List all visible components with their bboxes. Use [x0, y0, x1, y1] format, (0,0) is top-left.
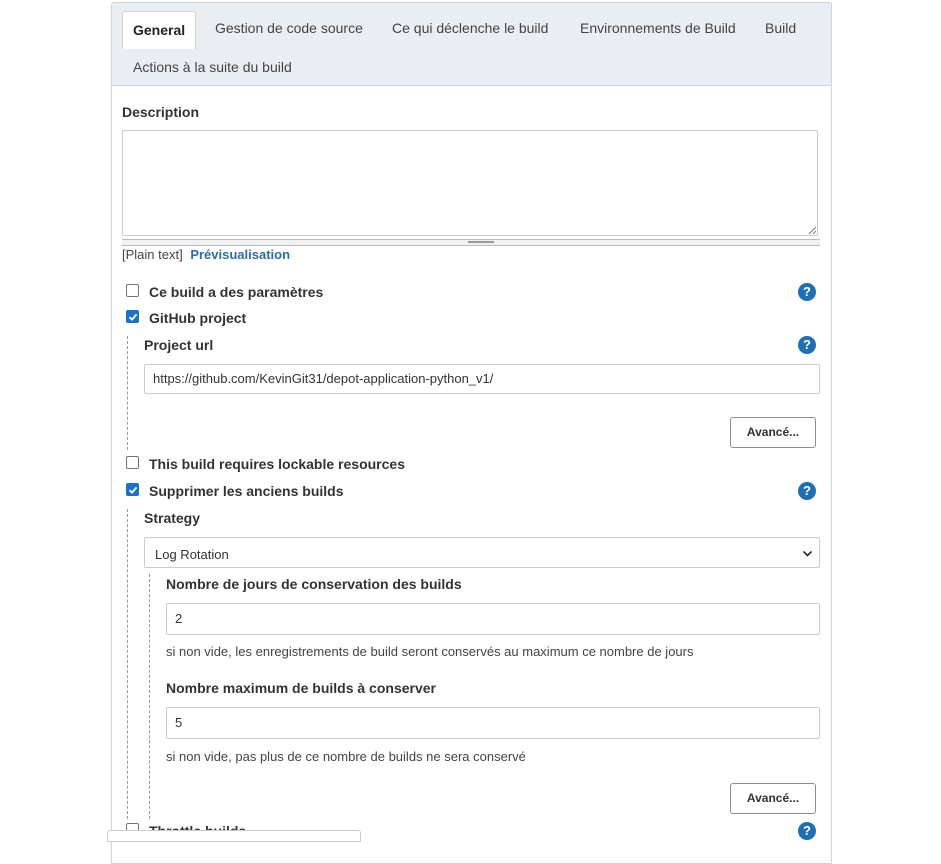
strategy-select[interactable]	[144, 537, 820, 568]
tab-general[interactable]: General	[122, 11, 196, 49]
max-builds-input[interactable]: 5	[166, 707, 820, 739]
github-project-label: GitHub project	[149, 310, 247, 326]
discard-old-builds-checkbox[interactable]	[126, 483, 139, 496]
resize-grip-icon[interactable]	[808, 226, 817, 235]
project-url-input[interactable]: https://github.com/KevinGit31/depot-application-python_v1/	[144, 364, 820, 394]
github-section-indent	[127, 336, 128, 450]
log-rotation-indent	[149, 574, 150, 819]
days-to-keep-input[interactable]: 2	[166, 603, 820, 635]
tab-scm[interactable]: Gestion de code source	[215, 20, 363, 36]
discard-old-builds-label: Supprimer les anciens builds	[149, 483, 344, 499]
days-to-keep-hint: si non vide, les enregistrements de build seront conservés au maximum ce nombre de jours	[166, 644, 694, 659]
description-textarea[interactable]	[122, 130, 818, 236]
discard-section-indent	[127, 509, 128, 819]
help-icon[interactable]: ?	[798, 482, 816, 500]
plain-text-label: [Plain text]	[122, 247, 183, 262]
help-icon[interactable]: ?	[798, 283, 816, 301]
days-to-keep-label: Nombre de jours de conservation des builds	[166, 576, 462, 592]
discard-advanced-button[interactable]: Avancé...	[730, 783, 816, 814]
github-project-checkbox[interactable]	[126, 310, 139, 323]
tab-build[interactable]: Build	[765, 20, 797, 36]
github-advanced-button[interactable]: Avancé...	[730, 417, 816, 448]
help-icon[interactable]: ?	[798, 336, 816, 354]
max-builds-hint: si non vide, pas plus de ce nombre de builds ne sera conservé	[166, 749, 526, 764]
tab-triggers[interactable]: Ce qui déclenche le build	[392, 20, 549, 36]
parameters-checkbox[interactable]	[126, 284, 139, 297]
tab-build-environments[interactable]: Environnements de Build	[580, 20, 736, 36]
bottom-bar-tab	[107, 830, 361, 842]
lockable-resources-checkbox[interactable]	[126, 456, 139, 469]
help-icon[interactable]: ?	[798, 822, 816, 840]
strategy-label: Strategy	[144, 510, 201, 526]
resize-handle	[468, 241, 494, 243]
max-builds-label: Nombre maximum de builds à conserver	[166, 680, 436, 696]
checkmark-icon	[128, 312, 138, 322]
config-tab-bar	[112, 3, 831, 86]
project-url-label: Project url	[144, 337, 214, 353]
description-label: Description	[122, 104, 200, 120]
chevron-down-icon	[802, 548, 813, 559]
strategy-selected-value: Log Rotation	[155, 547, 229, 562]
description-format-line	[122, 247, 290, 262]
preview-link[interactable]: Prévisualisation	[190, 247, 291, 262]
checkmark-icon	[128, 485, 138, 495]
tab-post-build-actions[interactable]: Actions à la suite du build	[133, 59, 292, 75]
textarea-resize-bar[interactable]	[122, 239, 820, 246]
lockable-resources-label: This build requires lockable resources	[149, 456, 405, 472]
parameters-label: Ce build a des paramètres	[149, 284, 324, 300]
job-config-panel	[111, 2, 832, 864]
